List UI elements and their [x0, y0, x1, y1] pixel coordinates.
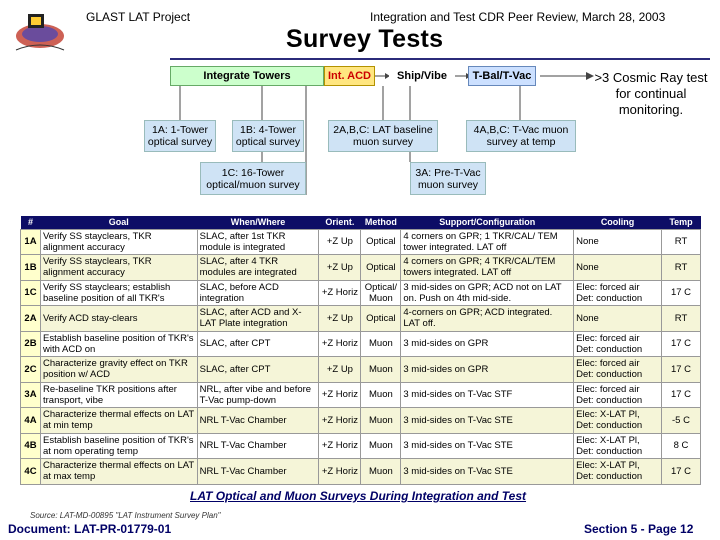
column-header: # — [21, 216, 41, 229]
table-cell: 17 C — [662, 331, 701, 357]
table-cell: Muon — [361, 408, 401, 434]
table-cell: 17 C — [662, 280, 701, 306]
flow-step-tbal-tvac: T-Bal/T-Vac — [468, 66, 536, 86]
table-cell: Elec: forced air Det: conduction — [574, 382, 662, 408]
table-cell: RT — [662, 306, 701, 332]
column-header: Method — [361, 216, 401, 229]
table-cell: 17 C — [662, 382, 701, 408]
survey-table — [20, 216, 701, 485]
table-cell: SLAC, after 1st TKR module is integrated — [197, 229, 319, 255]
table-cell: +Z Horiz — [319, 408, 361, 434]
flow-step-int-acd: Int. ACD — [324, 66, 375, 86]
table-cell: 3 mid-sides on T-Vac STF — [401, 382, 574, 408]
table-row — [21, 433, 701, 459]
page-number: Section 5 - Page 12 — [584, 522, 694, 536]
document-number: Document: LAT-PR-01779-01 — [8, 522, 172, 536]
survey-box-1c: 1C: 16-Tower optical/muon survey — [200, 162, 306, 195]
table-row — [21, 408, 701, 434]
table-caption: LAT Optical and Muon Surveys During Integration and Test — [190, 489, 527, 503]
table-cell: 2B — [21, 331, 41, 357]
table-cell: NRL T-Vac Chamber — [197, 408, 319, 434]
table-cell: 8 C — [662, 433, 701, 459]
table-row — [21, 459, 701, 485]
table-cell: Elec: forced air Det: conduction — [574, 280, 662, 306]
table-cell: 3 mid-sides on GPR — [401, 357, 574, 383]
table-cell: +Z Horiz — [319, 280, 361, 306]
project-name: GLAST LAT Project — [86, 10, 191, 24]
table-row — [21, 382, 701, 408]
survey-box-3a: 3A: Pre-T-Vac muon survey — [410, 162, 486, 195]
table-cell: SLAC, after CPT — [197, 331, 319, 357]
table-cell: SLAC, after 4 TKR modules are integrated — [197, 255, 319, 281]
table-cell: 4A — [21, 408, 41, 434]
table-cell: Characterize gravity effect on TKR position w/ ACD — [40, 357, 197, 383]
table-cell: Verify SS stayclears, TKR alignment accuracy — [40, 229, 197, 255]
review-title: Integration and Test CDR Peer Review, March 28, 2003 — [370, 10, 666, 24]
table-cell: Characterize thermal effects on LAT at max temp — [40, 459, 197, 485]
survey-box-4abc: 4A,B,C: T-Vac muon survey at temp — [466, 120, 576, 152]
table-row — [21, 331, 701, 357]
table-cell: +Z Up — [319, 229, 361, 255]
table-cell: NRL T-Vac Chamber — [197, 433, 319, 459]
table-cell: Muon — [361, 459, 401, 485]
table-cell: Elec: X-LAT Pl, Det: conduction — [574, 433, 662, 459]
table-cell: Muon — [361, 433, 401, 459]
survey-box-2abc: 2A,B,C: LAT baseline muon survey — [328, 120, 438, 152]
table-cell: SLAC, after CPT — [197, 357, 319, 383]
table-row — [21, 306, 701, 332]
table-cell: 2C — [21, 357, 41, 383]
column-header: Cooling — [574, 216, 662, 229]
table-cell: 1A — [21, 229, 41, 255]
table-cell: 3 mid-sides on GPR — [401, 331, 574, 357]
table-cell: Elec: X-LAT Pl, Det: conduction — [574, 408, 662, 434]
page-title: Survey Tests — [286, 25, 444, 53]
table-cell: 3 mid-sides on GPR; ACD not on LAT on. Push on 4th mid-side. — [401, 280, 574, 306]
table-header-row — [21, 216, 701, 229]
column-header: When/Where — [197, 216, 319, 229]
flow-step-ship-vibe: Ship/Vibe — [389, 66, 455, 86]
table-cell: +Z Horiz — [319, 459, 361, 485]
table-cell: Establish baseline position of TKR's with ACD on — [40, 331, 197, 357]
survey-box-1a: 1A: 1-Tower optical survey — [144, 120, 216, 152]
table-row — [21, 357, 701, 383]
table-cell: Optical — [361, 306, 401, 332]
cosmic-ray-note: >3 Cosmic Ray test for continual monitoring. — [594, 70, 708, 117]
table-cell: RT — [662, 255, 701, 281]
survey-box-1b: 1B: 4-Tower optical survey — [232, 120, 304, 152]
table-cell: Optical — [361, 255, 401, 281]
table-cell: Re-baseline TKR positions after transport, vibe — [40, 382, 197, 408]
table-cell: +Z Up — [319, 255, 361, 281]
table-cell: None — [574, 229, 662, 255]
table-cell: Establish baseline position of TKR's at nom operating temp — [40, 433, 197, 459]
table-cell: SLAC, before ACD integration — [197, 280, 319, 306]
table-cell: 2A — [21, 306, 41, 332]
table-cell: 17 C — [662, 459, 701, 485]
table-cell: SLAC, after ACD and X-LAT Plate integration — [197, 306, 319, 332]
table-cell: Muon — [361, 331, 401, 357]
table-cell: NRL T-Vac Chamber — [197, 459, 319, 485]
column-header: Temp — [662, 216, 701, 229]
table-cell: Muon — [361, 357, 401, 383]
flow-step-integrate-towers: Integrate Towers — [170, 66, 324, 86]
table-cell: 4 corners on GPR; 4 TKR/CAL/TEM towers integrated. LAT off — [401, 255, 574, 281]
table-cell: None — [574, 306, 662, 332]
table-cell: +Z Up — [319, 357, 361, 383]
table-cell: 3 mid-sides on T-Vac STE — [401, 408, 574, 434]
table-cell: 3A — [21, 382, 41, 408]
table-cell: +Z Up — [319, 306, 361, 332]
table-cell: None — [574, 255, 662, 281]
table-cell: +Z Horiz — [319, 382, 361, 408]
table-cell: -5 C — [662, 408, 701, 434]
source-note: Source: LAT-MD-00895 "LAT Instrument Survey Plan" — [30, 511, 221, 520]
table-cell: 1B — [21, 255, 41, 281]
table-cell: Verify SS stayclears; establish baseline position of all TKR's — [40, 280, 197, 306]
table-row — [21, 229, 701, 255]
table-cell: RT — [662, 229, 701, 255]
table-cell: Characterize thermal effects on LAT at min temp — [40, 408, 197, 434]
table-cell: 4-corners on GPR; ACD integrated. LAT off. — [401, 306, 574, 332]
table-cell: Elec: forced air Det: conduction — [574, 331, 662, 357]
table-row — [21, 255, 701, 281]
table-cell: 3 mid-sides on T-Vac STE — [401, 433, 574, 459]
table-cell: Muon — [361, 382, 401, 408]
table-cell: 4B — [21, 433, 41, 459]
table-cell: 4C — [21, 459, 41, 485]
table-cell: 17 C — [662, 357, 701, 383]
table-cell: Elec: forced air Det: conduction — [574, 357, 662, 383]
table-cell: NRL, after vibe and before T-Vac pump-down — [197, 382, 319, 408]
table-cell: +Z Horiz — [319, 331, 361, 357]
table-cell: Elec: X-LAT Pl, Det: conduction — [574, 459, 662, 485]
table-cell: Verify SS stayclears, TKR alignment accuracy — [40, 255, 197, 281]
table-cell: 4 corners on GPR; 1 TKR/CAL/ TEM tower integrated. LAT off — [401, 229, 574, 255]
table-row — [21, 280, 701, 306]
table-cell: Optical — [361, 229, 401, 255]
table-cell: Optical/ Muon — [361, 280, 401, 306]
column-header: Goal — [40, 216, 197, 229]
table-cell: 3 mid-sides on T-Vac STE — [401, 459, 574, 485]
table-cell: Verify ACD stay-clears — [40, 306, 197, 332]
column-header: Orient. — [319, 216, 361, 229]
column-header: Support/Configuration — [401, 216, 574, 229]
table-cell: 1C — [21, 280, 41, 306]
table-cell: +Z Horiz — [319, 433, 361, 459]
